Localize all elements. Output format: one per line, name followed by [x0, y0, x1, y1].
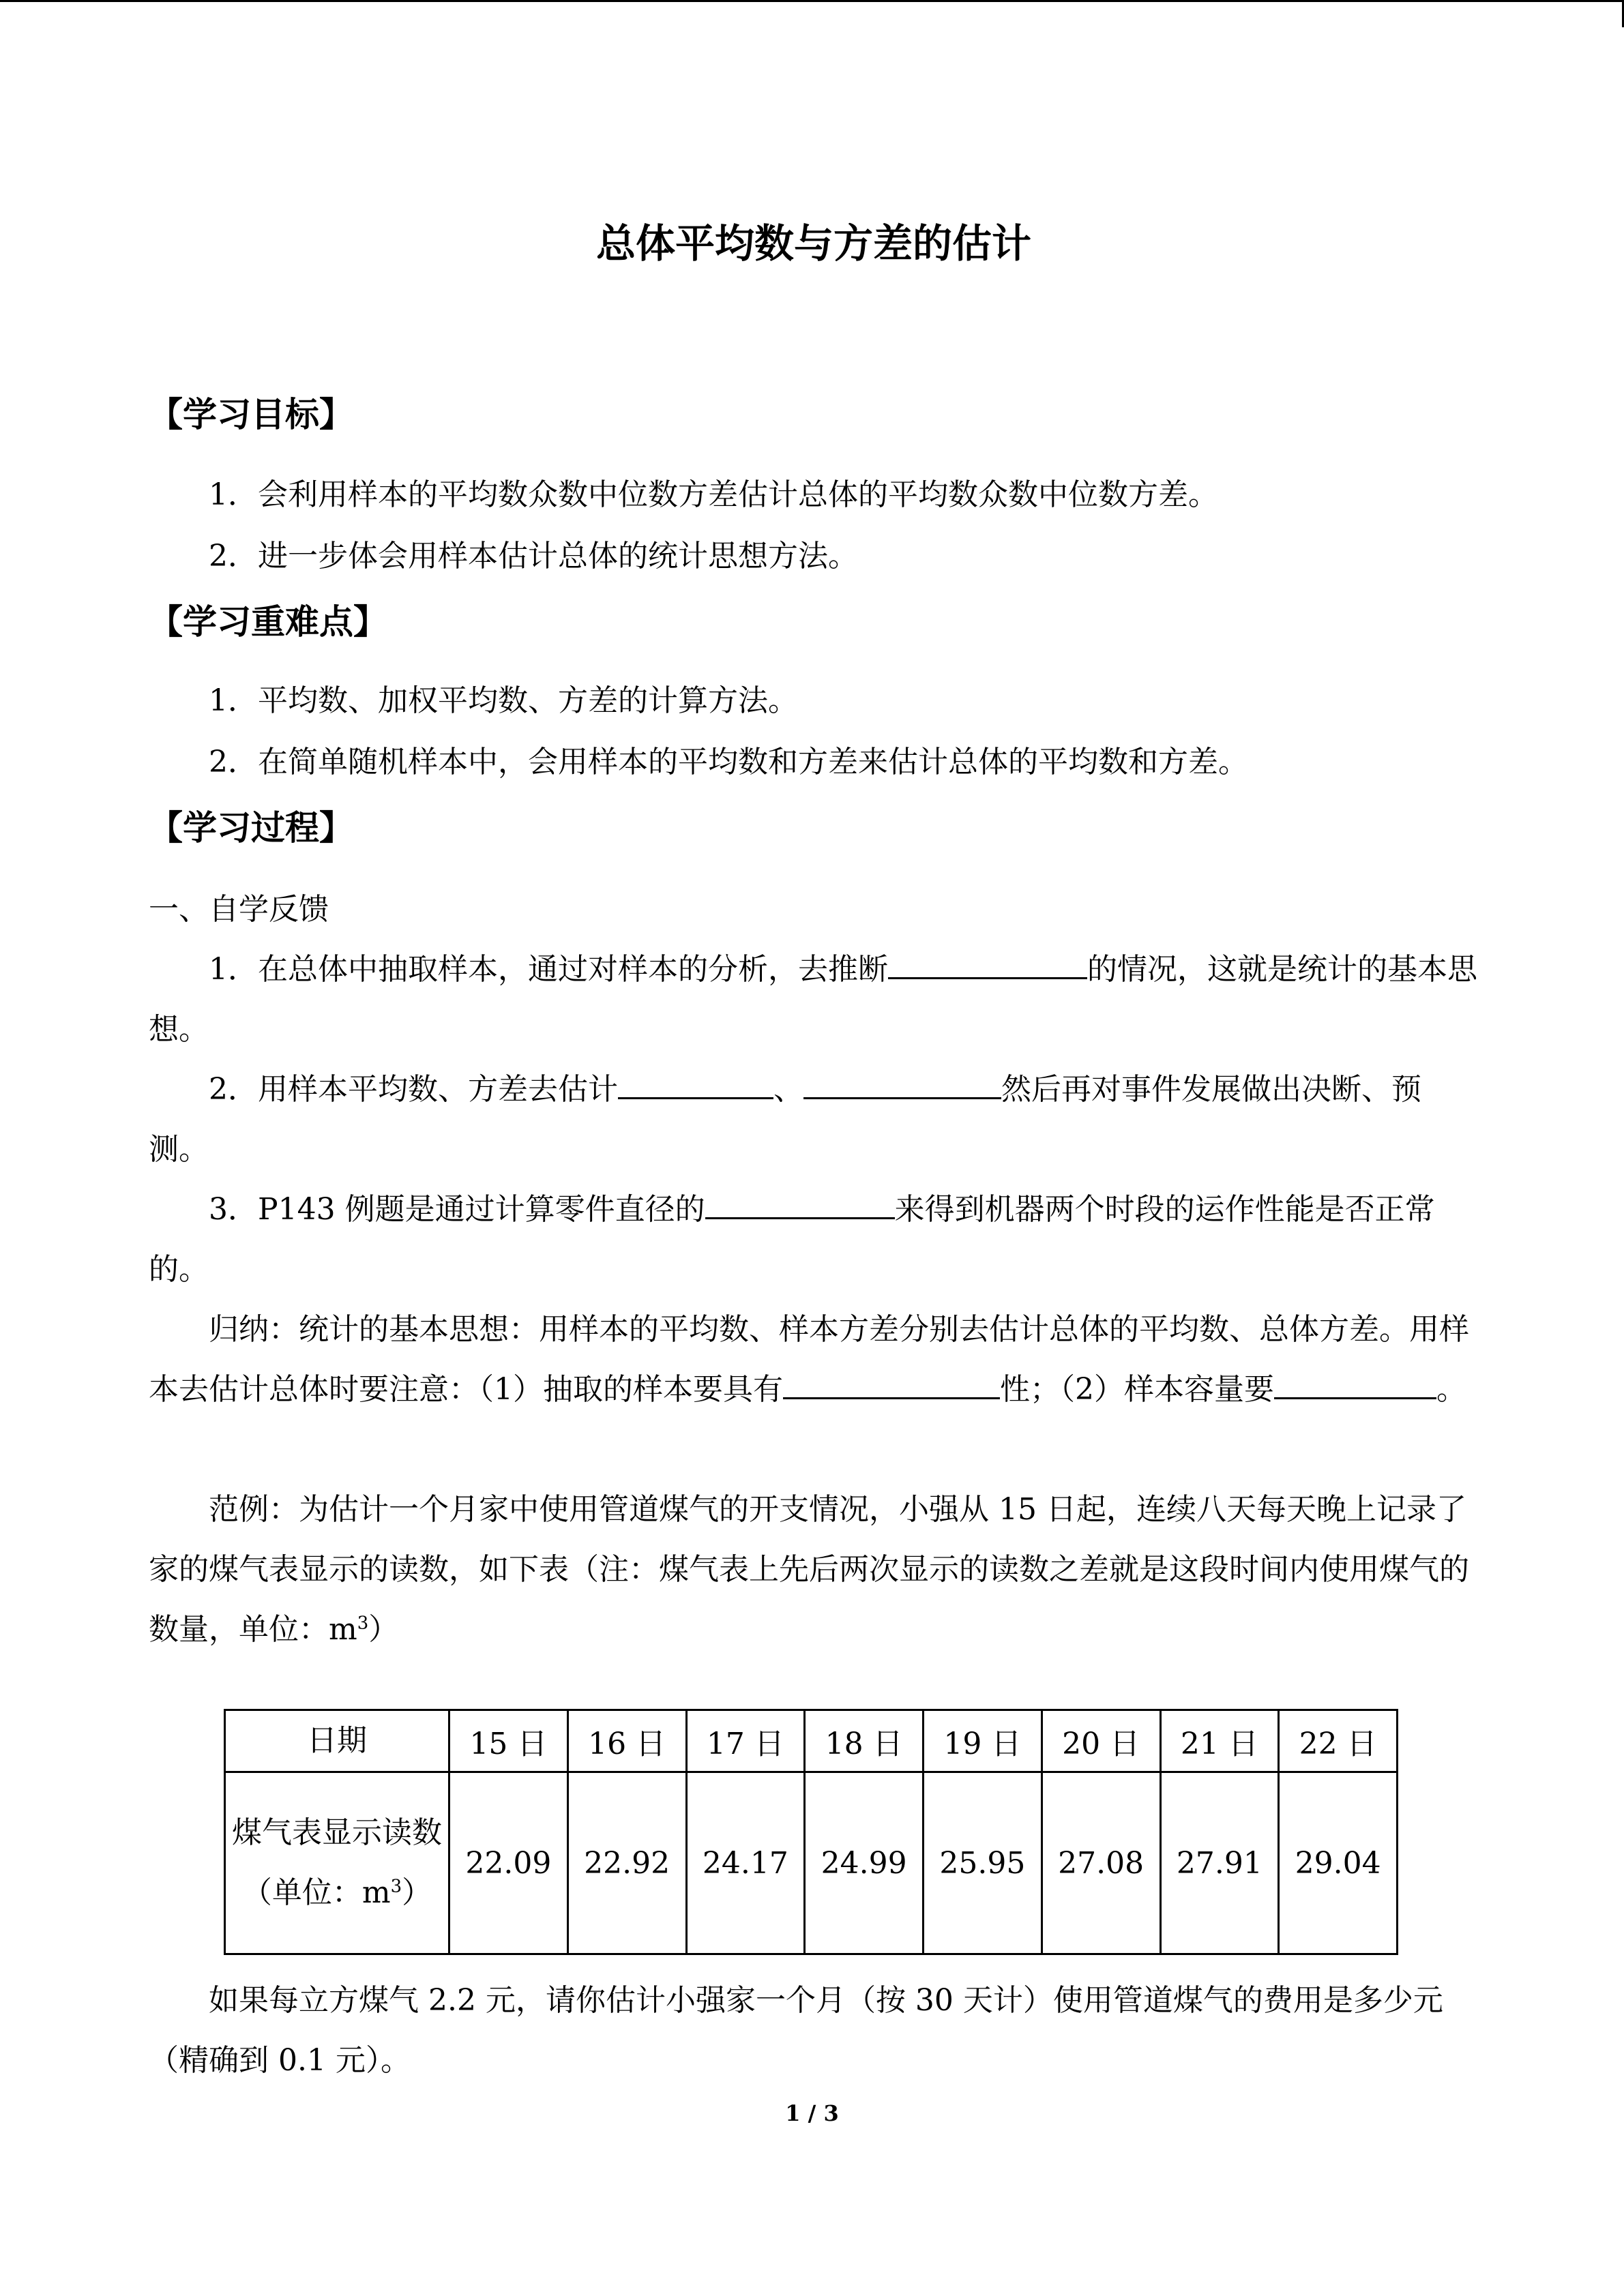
- page-number: 1 / 3: [785, 2100, 839, 2126]
- table-cell-date: 17 日: [686, 1710, 805, 1772]
- section-heading-keypoints: 【学习重难点】: [149, 602, 387, 642]
- keypoint-item-1: 1．平均数、加权平均数、方差的计算方法。: [209, 683, 798, 718]
- table-row-dates: [225, 1710, 1398, 1772]
- table-cell-date: 15 日: [449, 1710, 568, 1772]
- table-cell-reading: 27.08: [1042, 1772, 1160, 1954]
- table-cell-reading: 24.99: [805, 1772, 924, 1954]
- question-2: 2．用样本平均数、方差去估计 、 然后再对事件发展做出决断、预测。: [149, 1060, 1479, 1180]
- fill-blank[interactable]: [803, 1064, 1001, 1099]
- table-cell-reading: 29.04: [1279, 1772, 1398, 1954]
- fill-blank[interactable]: [705, 1184, 895, 1219]
- table-row-readings: [225, 1772, 1398, 1954]
- gas-meter-table: [224, 1709, 1398, 1955]
- question-paragraph: 如果每立方煤气 2.2 元，请你估计小强家一个月（按 30 天计）使用管道煤气的费用是多少元（精确到 0.1 元）。: [149, 1983, 1443, 2078]
- table-cell-date: 22 日: [1279, 1710, 1398, 1772]
- question-3: 3．P143 例题是通过计算零件直径的 来得到机器两个时段的运作性能是否正常的。: [149, 1180, 1479, 1300]
- table-cell-date: 21 日: [1160, 1710, 1279, 1772]
- table-header-date: 日期: [225, 1710, 449, 1772]
- question-1: 1．在总体中抽取样本，通过对样本的分析，去推断 的情况，这就是统计的基本思想。: [149, 940, 1479, 1060]
- table-cell-reading: 27.91: [1160, 1772, 1279, 1954]
- table-cell-reading: 24.17: [686, 1772, 805, 1954]
- fill-blank[interactable]: [618, 1064, 773, 1099]
- table-header-reading: 煤气表显示读数（单位：$m^3$）: [225, 1772, 449, 1954]
- subsection-self-study: 一、自学反馈: [149, 892, 329, 927]
- keypoint-item-2: 2．在简单随机样本中，会用样本的平均数和方差来估计总体的平均数和方差。: [209, 745, 1248, 779]
- summary-paragraph: 归纳：统计的基本思想：用样本的平均数、样本方差分别去估计总体的平均数、总体方差。用样本去估计总体时要注意：（1）抽取的样本要具有 性；（2）样本容量要 。: [149, 1312, 1469, 1407]
- goal-item-1: 1．会利用样本的平均数众数中位数方差估计总体的平均数众数中位数方差。: [209, 477, 1218, 512]
- example-paragraph: 范例：为估计一个月家中使用管道煤气的开支情况，小强从 15 日起，连续八天每天晚上记录了家的煤气表显示的读数，如下表（注：煤气表上先后两次显示的读数之差就是这段时间内使用煤气的数量，单位：$m^3$）: [149, 1492, 1469, 1647]
- fill-blank[interactable]: [888, 944, 1087, 979]
- table-cell-date: 20 日: [1042, 1710, 1160, 1772]
- page-top-border: [0, 0, 1624, 2]
- page-title: 总体平均数与方差的估计: [595, 220, 1031, 267]
- goal-item-2: 2．进一步体会用样本估计总体的统计思想方法。: [209, 539, 858, 573]
- table-cell-reading: 22.09: [449, 1772, 568, 1954]
- table-cell-date: 19 日: [924, 1710, 1042, 1772]
- section-heading-goals: 【学习目标】: [149, 395, 353, 434]
- table-cell-reading: 25.95: [924, 1772, 1042, 1954]
- table-cell-reading: 22.92: [567, 1772, 686, 1954]
- table-cell-date: 18 日: [805, 1710, 924, 1772]
- table-cell-date: 16 日: [567, 1710, 686, 1772]
- fill-blank[interactable]: [1274, 1365, 1436, 1399]
- fill-blank[interactable]: [783, 1365, 1000, 1399]
- section-heading-process: 【学习过程】: [149, 808, 353, 848]
